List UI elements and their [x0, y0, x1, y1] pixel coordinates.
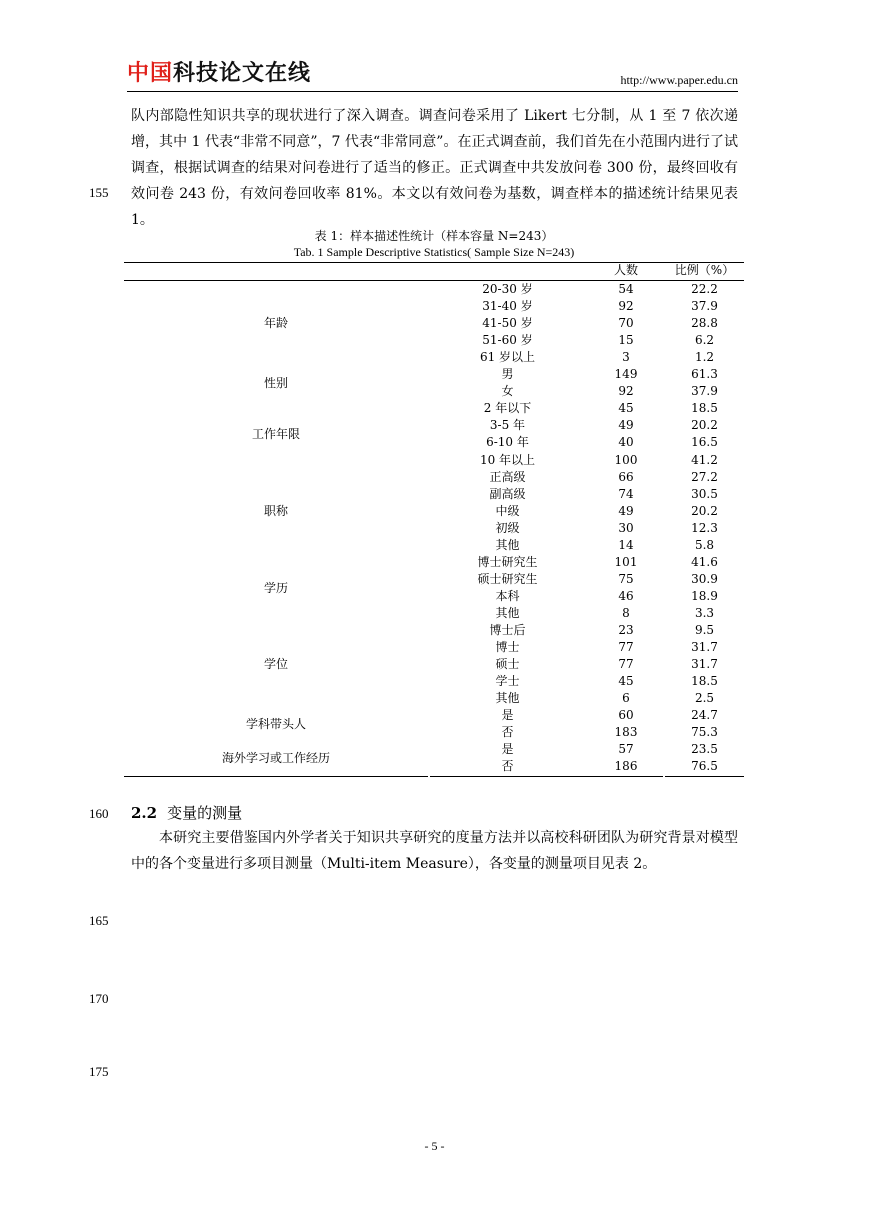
table-cell-pct: 20.2: [691, 418, 718, 433]
table-cell-count: 14: [618, 537, 634, 552]
table-cell-count: 92: [618, 384, 634, 399]
table-cell-count: 23: [618, 623, 634, 637]
page-number: - 5 -: [424, 1139, 445, 1153]
table-cell-pct: 2.5: [694, 691, 715, 706]
table-group-label: 职称: [263, 503, 288, 518]
table-cell-count: 57: [618, 742, 634, 757]
table-cell-item: 博士研究生: [477, 554, 538, 569]
table-cell-count: 75: [618, 571, 634, 586]
table-cell-pct: 76.5: [691, 759, 718, 774]
table-group-label: 工作年限: [251, 427, 300, 442]
table-cell-count: 46: [618, 588, 634, 603]
table-cell-pct: 22.2: [691, 282, 718, 296]
table-cell-item: 是: [501, 742, 514, 757]
table-cell-pct: 6.2: [694, 333, 715, 348]
table-cell-item: 其他: [495, 605, 520, 620]
section-title: 变量的测量: [167, 804, 243, 822]
line-number-175: 175: [89, 1064, 109, 1079]
section-heading: [131, 803, 242, 823]
header-count: 人数: [613, 263, 638, 277]
table-cell-item: 61 岁以上: [479, 350, 536, 365]
table-cell-item: 学士: [495, 674, 520, 689]
table-cell-pct: 41.2: [691, 452, 718, 467]
table-cell-count: 45: [618, 401, 634, 416]
table-cell-item: 初级: [495, 520, 520, 535]
table-cell-pct: 31.7: [691, 657, 718, 672]
table-cell-pct: 23.5: [691, 742, 718, 757]
table-cell-item: 中级: [495, 503, 520, 518]
table-group-label: 学位: [263, 657, 288, 671]
journal-logo: [127, 60, 311, 88]
table-bottom-rule: [124, 776, 428, 777]
table-cell-count: 49: [618, 503, 634, 518]
header-rule: [127, 91, 738, 92]
paragraph-1-text: 队内部隐性知识共享的现状进行了深入调查。调查问卷采用了 Likert 七分制，从 1 至 7 依次递增，其中 1 代表“非常不同意”，7 代表“非常同意”。在正式调查前，我们首先在小范围内进行了试调查，根据试调查的结果对问卷进行了适当的修正。正式调查中共发放问卷 300 份，最终回收有效问卷 243 份，有效问卷回收率 81%。本文以有效问卷为基数，调查样本的描述统计结果见表 1。: [131, 108, 738, 228]
table-cell-count: 45: [618, 674, 634, 689]
table-cell-count: 100: [614, 452, 638, 467]
table-cell-item: 51-60 岁: [482, 333, 533, 348]
paragraph-2-text: 本研究主要借鉴国内外学者关于知识共享研究的度量方法并以高校科研团队为研究背景对模型中的各个变量进行多项目测量（Multi-item Measure），各变量的测量项目见表 2。: [131, 830, 738, 872]
logo-red-text: 中国: [127, 61, 174, 86]
table-cell-pct: 27.2: [691, 469, 718, 484]
table-cell-count: 40: [618, 435, 634, 450]
table-cell-item: 正高级: [489, 469, 526, 484]
table-group-label: 性别: [263, 376, 288, 391]
table-bottom-rule: [665, 776, 744, 777]
table-cell-count: 60: [618, 708, 634, 723]
table-cell-pct: 18.5: [691, 401, 718, 416]
table-cell-item: 博士后: [489, 623, 526, 637]
table-cell-item: 副高级: [489, 486, 526, 501]
line-number-155: 155: [89, 185, 109, 200]
table-group-label: 学科带头人: [245, 717, 306, 732]
table-cell-item: 6-10 年: [486, 435, 529, 450]
table-cell-item: 其他: [495, 691, 520, 706]
table-cell-pct: 5.8: [694, 537, 715, 552]
table-cell-item: 其他: [495, 537, 520, 552]
table-cell-pct: 30.9: [691, 571, 718, 586]
table-cell-item: 20-30 岁: [482, 282, 533, 296]
table-cell-item: 是: [501, 708, 514, 723]
table-cell-count: 3: [622, 350, 630, 365]
table-cell-item: 硕士研究生: [477, 571, 538, 586]
table-cell-count: 149: [614, 367, 638, 382]
body-paragraph-1: [131, 103, 738, 233]
table-cell-item: 10 年以上: [479, 452, 536, 467]
table-cell-pct: 24.7: [691, 708, 718, 723]
table-cell-count: 6: [622, 691, 630, 706]
table-cell-item: 31-40 岁: [482, 299, 533, 314]
table-bottom-rule: [430, 776, 663, 777]
table-cell-count: 49: [618, 418, 634, 433]
table-cell-count: 101: [614, 554, 638, 569]
table-cell-pct: 3.3: [694, 605, 715, 620]
table-cell-count: 183: [614, 725, 638, 740]
table-cell-item: 硕士: [495, 657, 520, 672]
line-number-165: 165: [89, 913, 109, 928]
header-url[interactable]: http://www.paper.edu.cn: [620, 73, 738, 87]
line-number-170: 170: [89, 991, 109, 1006]
table-cell-pct: 16.5: [691, 435, 718, 450]
line-number-160: 160: [89, 806, 109, 821]
table-cell-count: 70: [618, 316, 634, 331]
table-cell-count: 54: [618, 282, 634, 296]
body-paragraph-2: [131, 825, 738, 877]
header-percent: 比例（%）: [674, 263, 735, 277]
table-cell-pct: 37.9: [691, 384, 718, 399]
table-caption-en: Tab. 1 Sample Descriptive Statistics( Sample Size N=243): [293, 245, 575, 259]
table-cell-item: 女: [501, 384, 514, 399]
table-caption-cn: 表 1：样本描述性统计（样本容量 N=243）: [314, 229, 554, 243]
table-cell-pct: 37.9: [691, 299, 718, 314]
table-cell-count: 92: [618, 299, 634, 314]
table-cell-pct: 31.7: [691, 640, 718, 655]
logo-dark-text: 科技论文在线: [173, 61, 312, 86]
table-cell-pct: 75.3: [691, 725, 718, 740]
table-cell-pct: 12.3: [691, 520, 718, 535]
table-cell-count: 77: [618, 640, 634, 655]
table-cell-pct: 18.9: [691, 588, 718, 603]
table-cell-count: 74: [618, 486, 634, 501]
table-cell-pct: 41.6: [691, 554, 718, 569]
table-cell-count: 186: [614, 759, 638, 774]
table-cell-pct: 61.3: [691, 367, 718, 382]
table-cell-item: 否: [501, 725, 514, 740]
table-cell-count: 8: [622, 605, 630, 620]
table-cell-count: 77: [618, 657, 634, 672]
table-cell-item: 本科: [495, 588, 520, 603]
table-cell-item: 否: [501, 759, 514, 774]
table-cell-item: 3-5 年: [489, 418, 526, 433]
table-cell-pct: 1.2: [694, 350, 715, 365]
table-cell-count: 30: [618, 520, 634, 535]
table-cell-item: 男: [501, 367, 514, 382]
table-group-label: 学历: [263, 580, 288, 595]
table-cell-pct: 9.5: [694, 623, 715, 637]
table-cell-item: 博士: [495, 640, 520, 655]
section-number: 2.2: [131, 804, 158, 822]
table-group-label: 海外学习或工作经历: [221, 751, 330, 766]
table-cell-item: 41-50 岁: [482, 316, 533, 331]
table-cell-count: 15: [618, 333, 634, 348]
table-cell-pct: 20.2: [691, 503, 718, 518]
table-cell-item: 2 年以下: [483, 401, 532, 416]
table-cell-pct: 28.8: [691, 316, 718, 331]
table-group-label: 年龄: [263, 316, 288, 330]
table-cell-pct: 18.5: [691, 674, 718, 689]
table-cell-pct: 30.5: [691, 486, 718, 501]
table-cell-count: 66: [618, 469, 634, 484]
